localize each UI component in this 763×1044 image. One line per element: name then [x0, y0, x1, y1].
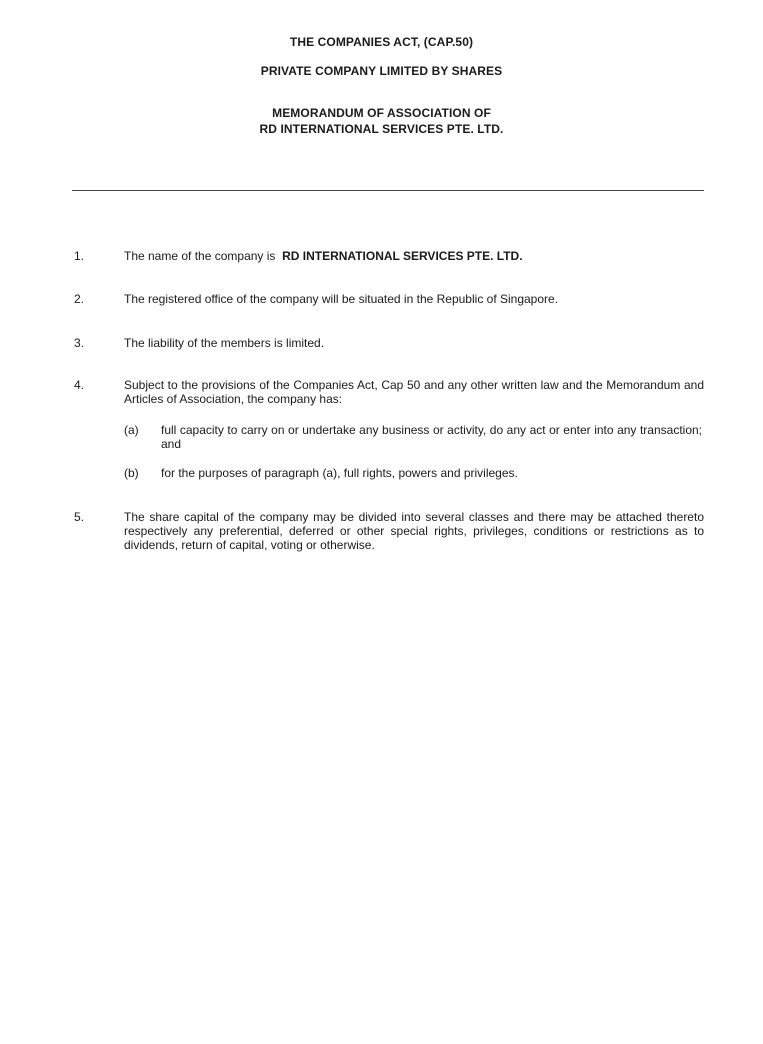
clause-number: 3. — [74, 336, 85, 350]
memorandum-heading-line2: RD INTERNATIONAL SERVICES PTE. LTD. — [259, 122, 504, 136]
header-divider — [72, 190, 704, 191]
subclause-text: for the purposes of paragraph (a), full rights, powers and privileges. — [161, 466, 518, 480]
subclause-label: (b) — [124, 466, 139, 480]
clause-text: The registered office of the company will be situated in the Republic of Singapore. — [124, 292, 559, 306]
clause-text: The liability of the members is limited. — [124, 336, 325, 350]
company-name: RD INTERNATIONAL SERVICES PTE. LTD. — [282, 249, 523, 263]
clause-number: 4. — [74, 378, 85, 392]
subclause-label: (a) — [124, 423, 139, 437]
clause-text — [124, 249, 704, 263]
clause-number: 2. — [74, 292, 85, 306]
subclause-text: full capacity to carry on or undertake any business or activity, do any act or enter into any transaction; and — [161, 423, 702, 451]
clause-text-plain: The name of the company is — [124, 249, 276, 263]
clause-text: The share capital of the company may be divided into several classes and there may be attached thereto respectively any preferential, deferred or other special rights, privileges, conditions or restrictions as to dividends, return of capital, voting or otherwise. — [124, 510, 704, 552]
clause-text: Subject to the provisions of the Companies Act, Cap 50 and any other written law and the Memorandum and Articles of Association, the company has: — [124, 378, 704, 406]
company-type-heading: PRIVATE COMPANY LIMITED BY SHARES — [260, 64, 503, 78]
memorandum-heading-line1: MEMORANDUM OF ASSOCIATION OF — [272, 106, 491, 120]
clause-number: 5. — [74, 510, 85, 524]
act-heading: THE COMPANIES ACT, (CAP.50) — [289, 35, 474, 49]
clause-number: 1. — [74, 249, 85, 263]
